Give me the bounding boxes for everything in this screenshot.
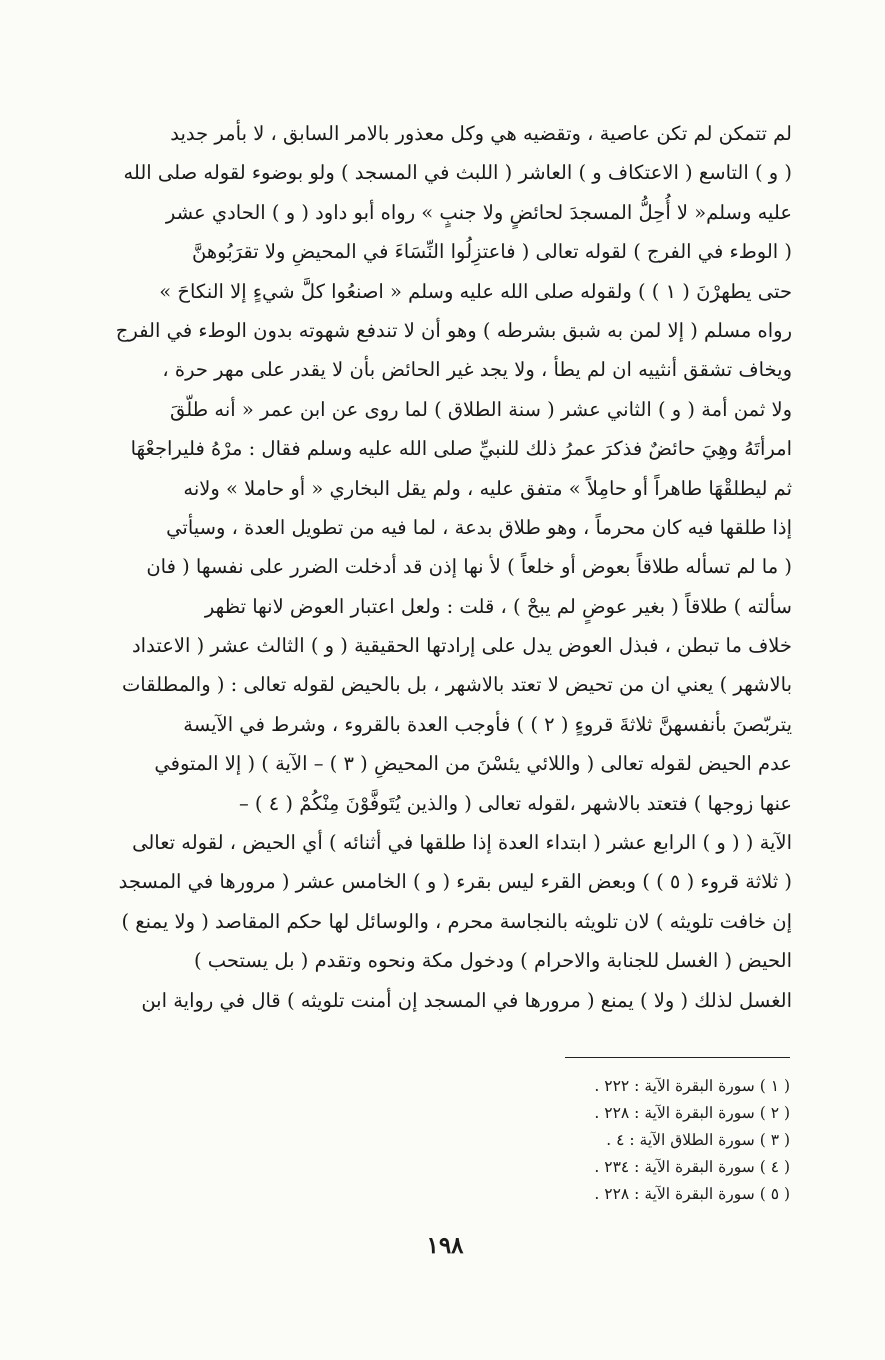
text-line: ويخاف تشقق أنثييه ان لم يطأ ، ولا يجد غير الحائض بأن لا يقدر على مهر حرة ، [162,358,792,382]
text-line: يتربّصنَ بأنفسهنَّ ثلاثةَ قروءٍ ( ٢ ) ) فأوجب العدة بالقروء ، وشرط في الآيسة [183,712,792,736]
footnote-item: ( ٥ ) سورة البقرة الآية : ٢٢٨ . [594,1185,790,1203]
text-line: عدم الحيض لقوله تعالى ( واللائي يئسْنَ من المحيضِ ( ٣ ) – الآية ) ( إلا المتوفي [154,752,792,776]
text-line: ولا ثمن أمة ( و ) الثاني عشر ( سنة الطلاق ) لما روى عن ابن عمر « أنه طلّقَ [169,397,792,421]
text-line: الغسل لذلك ( ولا ) يمنع ( مرورها في المسجد إن أمنت تلويثه ) قال في رواية ابن [141,988,792,1012]
text-line: عليه وسلم« لا أُحِلُّ المسجدَ لحائضٍ ولا جنبٍ » رواه أبو داود ( و ) الحادي عشر [165,200,792,224]
footnotes-block [440,1073,790,1208]
text-line: لم تتمكن لم تكن عاصية ، وتقضيه هي وكل معذور بالامر السابق ، لا بأمر جديد [170,122,792,145]
text-line: إذا طلقها فيه كان محرماً ، وهو طلاق بدعة ، لما فيه من تطويل العدة ، وسيأتي [166,515,792,539]
text-line: ( و ) التاسع ( الاعتكاف و ) العاشر ( اللبث في المسجد ) ولو بوضوء لقوله صلى الله [123,161,792,185]
text-line: ( الوطء في الفرج ) لقوله تعالى ( فاعتزِلُوا النِّسَاءَ في المحيضِ ولا تقرَبُوهنَّ [192,240,792,264]
text-line: حتى يطهرْنَ ( ١ ) ) ولقوله صلى الله عليه وسلم « اصنعُوا كلَّ شيءٍ إلا النكاحَ » [159,279,792,303]
text-line: عنها زوجها ) فتعتد بالاشهر ،لقوله تعالى ( والذين يُتَوفَّوْنَ مِنْكُمْ ( ٤ ) – [238,791,792,815]
text-line: رواه مسلم ( إلا لمن به شبق بشرطه ) وهو أن لا تندفع شهوته بدون الوطء في الفرج [115,318,792,342]
text-line: الآية ( ( و ) الرابع عشر ( ابتداء العدة إذا طلقها في أثنائه ) أي الحيض ، لقوله تعالى [132,831,792,855]
footnote-item: ( ٢ ) سورة البقرة الآية : ٢٢٨ . [594,1104,790,1122]
text-line: خلاف ما تبطن ، فبذل العوض يدل على إرادتها الحقيقية ( و ) الثالث عشر ( الاعتداد [131,634,792,658]
footnote-item: ( ١ ) سورة البقرة الآية : ٢٢٢ . [594,1077,790,1095]
footnote-divider [565,1057,790,1058]
page-number: ١٩٨ [426,1232,464,1259]
text-line: الحيض ( الغسل للجنابة والاحرام ) ودخول مكة ونحوه وتقدم ( بل يستحب ) [193,949,792,973]
footnote-item: ( ٤ ) سورة البقرة الآية : ٢٣٤ . [594,1158,790,1176]
text-line: امرأتَهُ وهِيَ حائضٌ فذكرَ عمرُ ذلك للنبيِّ صلى الله عليه وسلم فقال : مرْهُ فليراجعْهَا [130,437,792,461]
footnote-item: ( ٣ ) سورة الطلاق الآية : ٤ . [606,1131,790,1149]
text-line: بالاشهر ) يعني ان من تحيض لا تعتد بالاشهر ، بل بالحيض لقوله تعالى : ( والمطلقات [121,673,792,697]
text-line: ( ما لم تسأله طلاقاً بعوض أو خلعاً ) لأ نها إذن قد أدخلت الضرر على نفسها ( فان [146,555,792,579]
text-line: ( ثلاثة قروء ( ٥ ) ) وبعض القرء ليس بقرء ( و ) الخامس عشر ( مرورها في المسجد [118,870,792,894]
text-line: إن خافت تلويثه ) لان تلويثه بالنجاسة محرم ، والوسائل لها حكم المقاصد ( ولا يمنع ) [121,909,792,933]
text-line: ثم ليطلقْهَا طاهراً أو حامِلاً » متفق عليه ، ولم يقل البخاري « أو حاملا » ولانه [183,476,792,500]
main-text-block [70,114,792,1020]
text-line: سألته ) طلاقاً ( بغير عوضٍ لم يبحْ ) ، قلت : ولعل اعتبار العوض لانها تظهر [204,594,792,618]
